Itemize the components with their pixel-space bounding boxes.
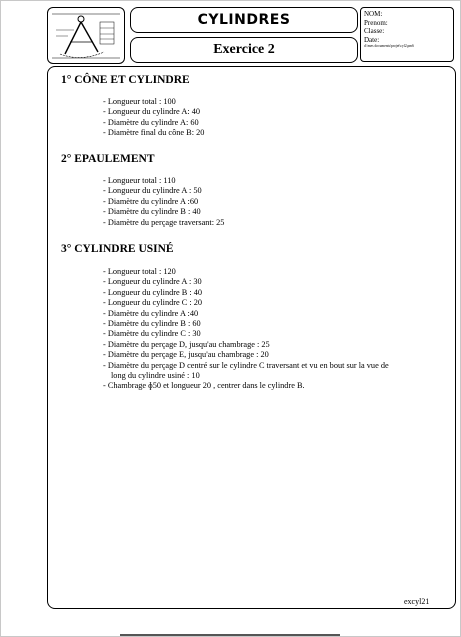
- section-title-cylindre-usine: 3° CYLINDRE USINÉ: [61, 243, 174, 255]
- spec-list-cone: [103, 97, 403, 139]
- list-item: - Longueur du cylindre C : 20: [103, 298, 203, 308]
- spec-list-epaulement: [103, 176, 403, 228]
- spec-list-cylindre-usine: [103, 267, 403, 392]
- list-item: - Longueur du cylindre A : 50: [103, 186, 202, 196]
- list-item: - Longueur total : 100: [103, 97, 176, 106]
- list-item: - Diamètre du perçage traversant: 25: [103, 217, 225, 227]
- list-item: - Longueur du cylindre A: 40: [103, 107, 201, 117]
- list-item: - Diamètre final du cône B: 20: [103, 128, 205, 138]
- logo-compass-icon: [47, 7, 125, 64]
- date-field-label: Date:: [364, 35, 380, 44]
- list-item: - Diamètre du perçage D centré sur le cylindre C traversant et vu en bout sur la vue de long du cylindre usiné : 10: [103, 360, 389, 381]
- list-item: - Longueur total : 110: [103, 176, 176, 185]
- document-code: excyl21: [404, 597, 430, 606]
- list-item: - Diamètre du cylindre A :40: [103, 308, 199, 318]
- list-item: - Longueur du cylindre A : 30: [103, 277, 202, 287]
- student-info-box: [360, 7, 454, 62]
- section-title-cone: 1° CÔNE ET CYLINDRE: [61, 74, 190, 86]
- worksheet-title: CYLINDRES: [130, 7, 358, 33]
- name-field-label: NOM:: [364, 10, 383, 18]
- bottom-rule: [120, 634, 340, 636]
- class-field-label: Classe:: [364, 27, 385, 35]
- file-path-label: d:\mes documents\projet\cyl2.pm6: [364, 44, 414, 48]
- list-item: - Diamètre du cylindre B : 60: [103, 319, 201, 329]
- exercise-title: Exercice 2: [130, 37, 358, 63]
- section-title-epaulement: 2° EPAULEMENT: [61, 153, 155, 165]
- list-item: - Longueur du cylindre B : 40: [103, 287, 203, 297]
- list-item: - Diamètre du cylindre A :60: [103, 196, 199, 206]
- compass-drawing-icon: [48, 8, 124, 63]
- list-item: - Diamètre du perçage D, jusqu'au chambrage : 25: [103, 339, 270, 349]
- exercise-content: [47, 66, 456, 609]
- list-item: - Diamètre du cylindre B : 40: [103, 207, 201, 217]
- list-item: - Chambrage ɸ50 et longueur 20 , centrer dans le cylindre B.: [103, 381, 305, 391]
- list-item: - Diamètre du cylindre C : 30: [103, 329, 201, 339]
- list-item: - Diamètre du perçage E, jusqu'au chambrage : 20: [103, 350, 269, 360]
- firstname-field-label: Prenom:: [364, 18, 388, 27]
- list-item: - Longueur total : 120: [103, 267, 176, 276]
- list-item: - Diamètre du cylindre A: 60: [103, 117, 199, 127]
